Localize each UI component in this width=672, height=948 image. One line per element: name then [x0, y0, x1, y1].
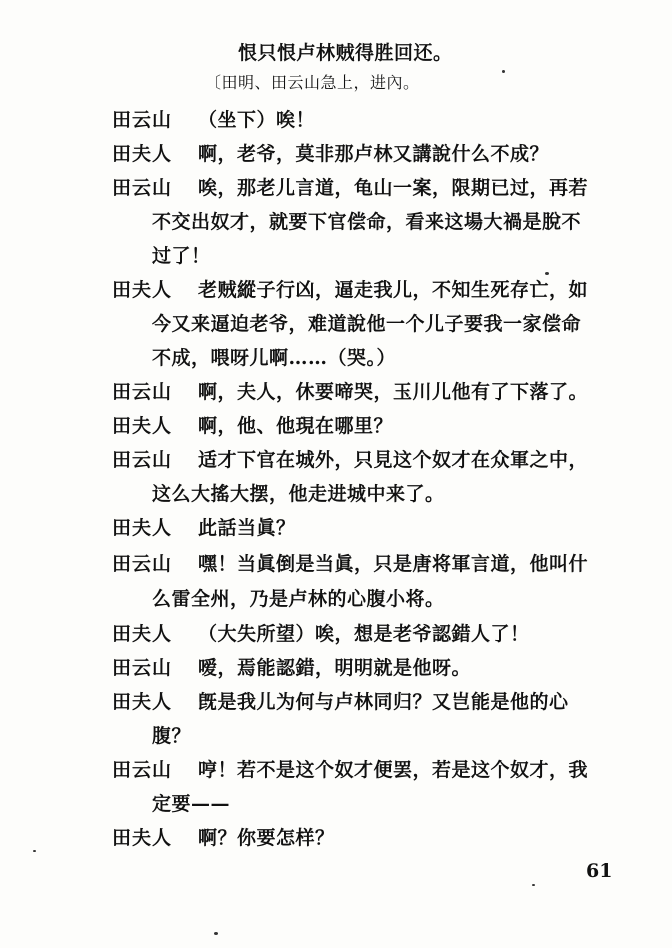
speaker-name: 田夫人 [112, 623, 173, 645]
speaker-name: 田云山 [112, 657, 173, 679]
scan-speck [502, 70, 505, 73]
scan-speck [545, 272, 549, 275]
dialogue-line: 啊，他、他現在哪里？ [198, 415, 394, 437]
dialogue-line: 嘿！当眞倒是当眞，只是唐将軍言道，他叫什 [198, 553, 589, 575]
speaker-name: 田夫人 [112, 143, 173, 165]
dialogue-line: 今又来逼迫老爷，难道說他一个儿子要我一家偿命 [152, 313, 582, 335]
speaker-name: 田云山 [112, 381, 173, 403]
dialogue-line: 啊？你要怎样？ [198, 827, 335, 849]
dialogue-line: 旣是我儿为何与卢林同归？又岂能是他的心 [198, 691, 569, 713]
speaker-name: 田夫人 [112, 691, 173, 713]
page-number: 61 [586, 860, 613, 882]
speaker-name: 田云山 [112, 553, 173, 575]
dialogue-line: 这么大搖大摆，他走进城中来了。 [152, 483, 445, 505]
speaker-name: 田夫人 [112, 827, 173, 849]
speaker-name: 田云山 [112, 109, 173, 131]
dialogue-line: 适才下官在城外，只見这个奴才在众軍之中， [198, 449, 589, 471]
dialogue-line: 此話当眞？ [198, 517, 296, 539]
scan-speck [532, 884, 535, 886]
speaker-name: 田云山 [112, 759, 173, 781]
dialogue-line: 么雷全州，乃是卢林的心腹小将。 [152, 588, 445, 610]
dialogue-line: （坐下）唉！ [198, 109, 316, 131]
dialogue-line: 过了！ [152, 245, 211, 267]
speaker-name: 田云山 [112, 177, 173, 199]
dialogue-line: 唉，那老儿言道，龟山一案，限期已过，再若 [198, 177, 589, 199]
dialogue-line: 定要—— [152, 793, 231, 815]
dialogue-line: 腹？ [152, 725, 192, 747]
speaker-name: 田夫人 [112, 415, 173, 437]
stage-direction: 〔田明、田云山急上，进內。 [205, 73, 420, 92]
speaker-name: 田夫人 [112, 279, 173, 301]
scan-speck [214, 932, 218, 935]
scan-speck [33, 850, 36, 852]
dialogue-line: 啊，夫人，休要啼哭，玉川儿他有了下落了。 [198, 381, 589, 403]
dialogue-line: 嗳，焉能認錯，明明就是他呀。 [198, 657, 472, 679]
speaker-name: 田云山 [112, 449, 173, 471]
dialogue-line: 老贼縱子行凶，逼走我儿，不知生死存亡，如 [198, 279, 589, 301]
dialogue-line: （大失所望）唉，想是老爷認錯人了！ [198, 623, 530, 645]
dialogue-line: 哼！若不是这个奴才便罢，若是这个奴才，我 [198, 759, 589, 781]
speaker-name: 田夫人 [112, 517, 173, 539]
dialogue-line: 不交出奴才，就要下官偿命，看来这場大禍是脫不 [152, 211, 582, 233]
verse-line: 恨只恨卢林贼得胜回还。 [238, 42, 453, 64]
dialogue-line: 不成，喂呀儿啊……（哭。） [152, 347, 397, 369]
dialogue-line: 啊，老爷，莫非那卢林又講說什么不成？ [198, 143, 550, 165]
